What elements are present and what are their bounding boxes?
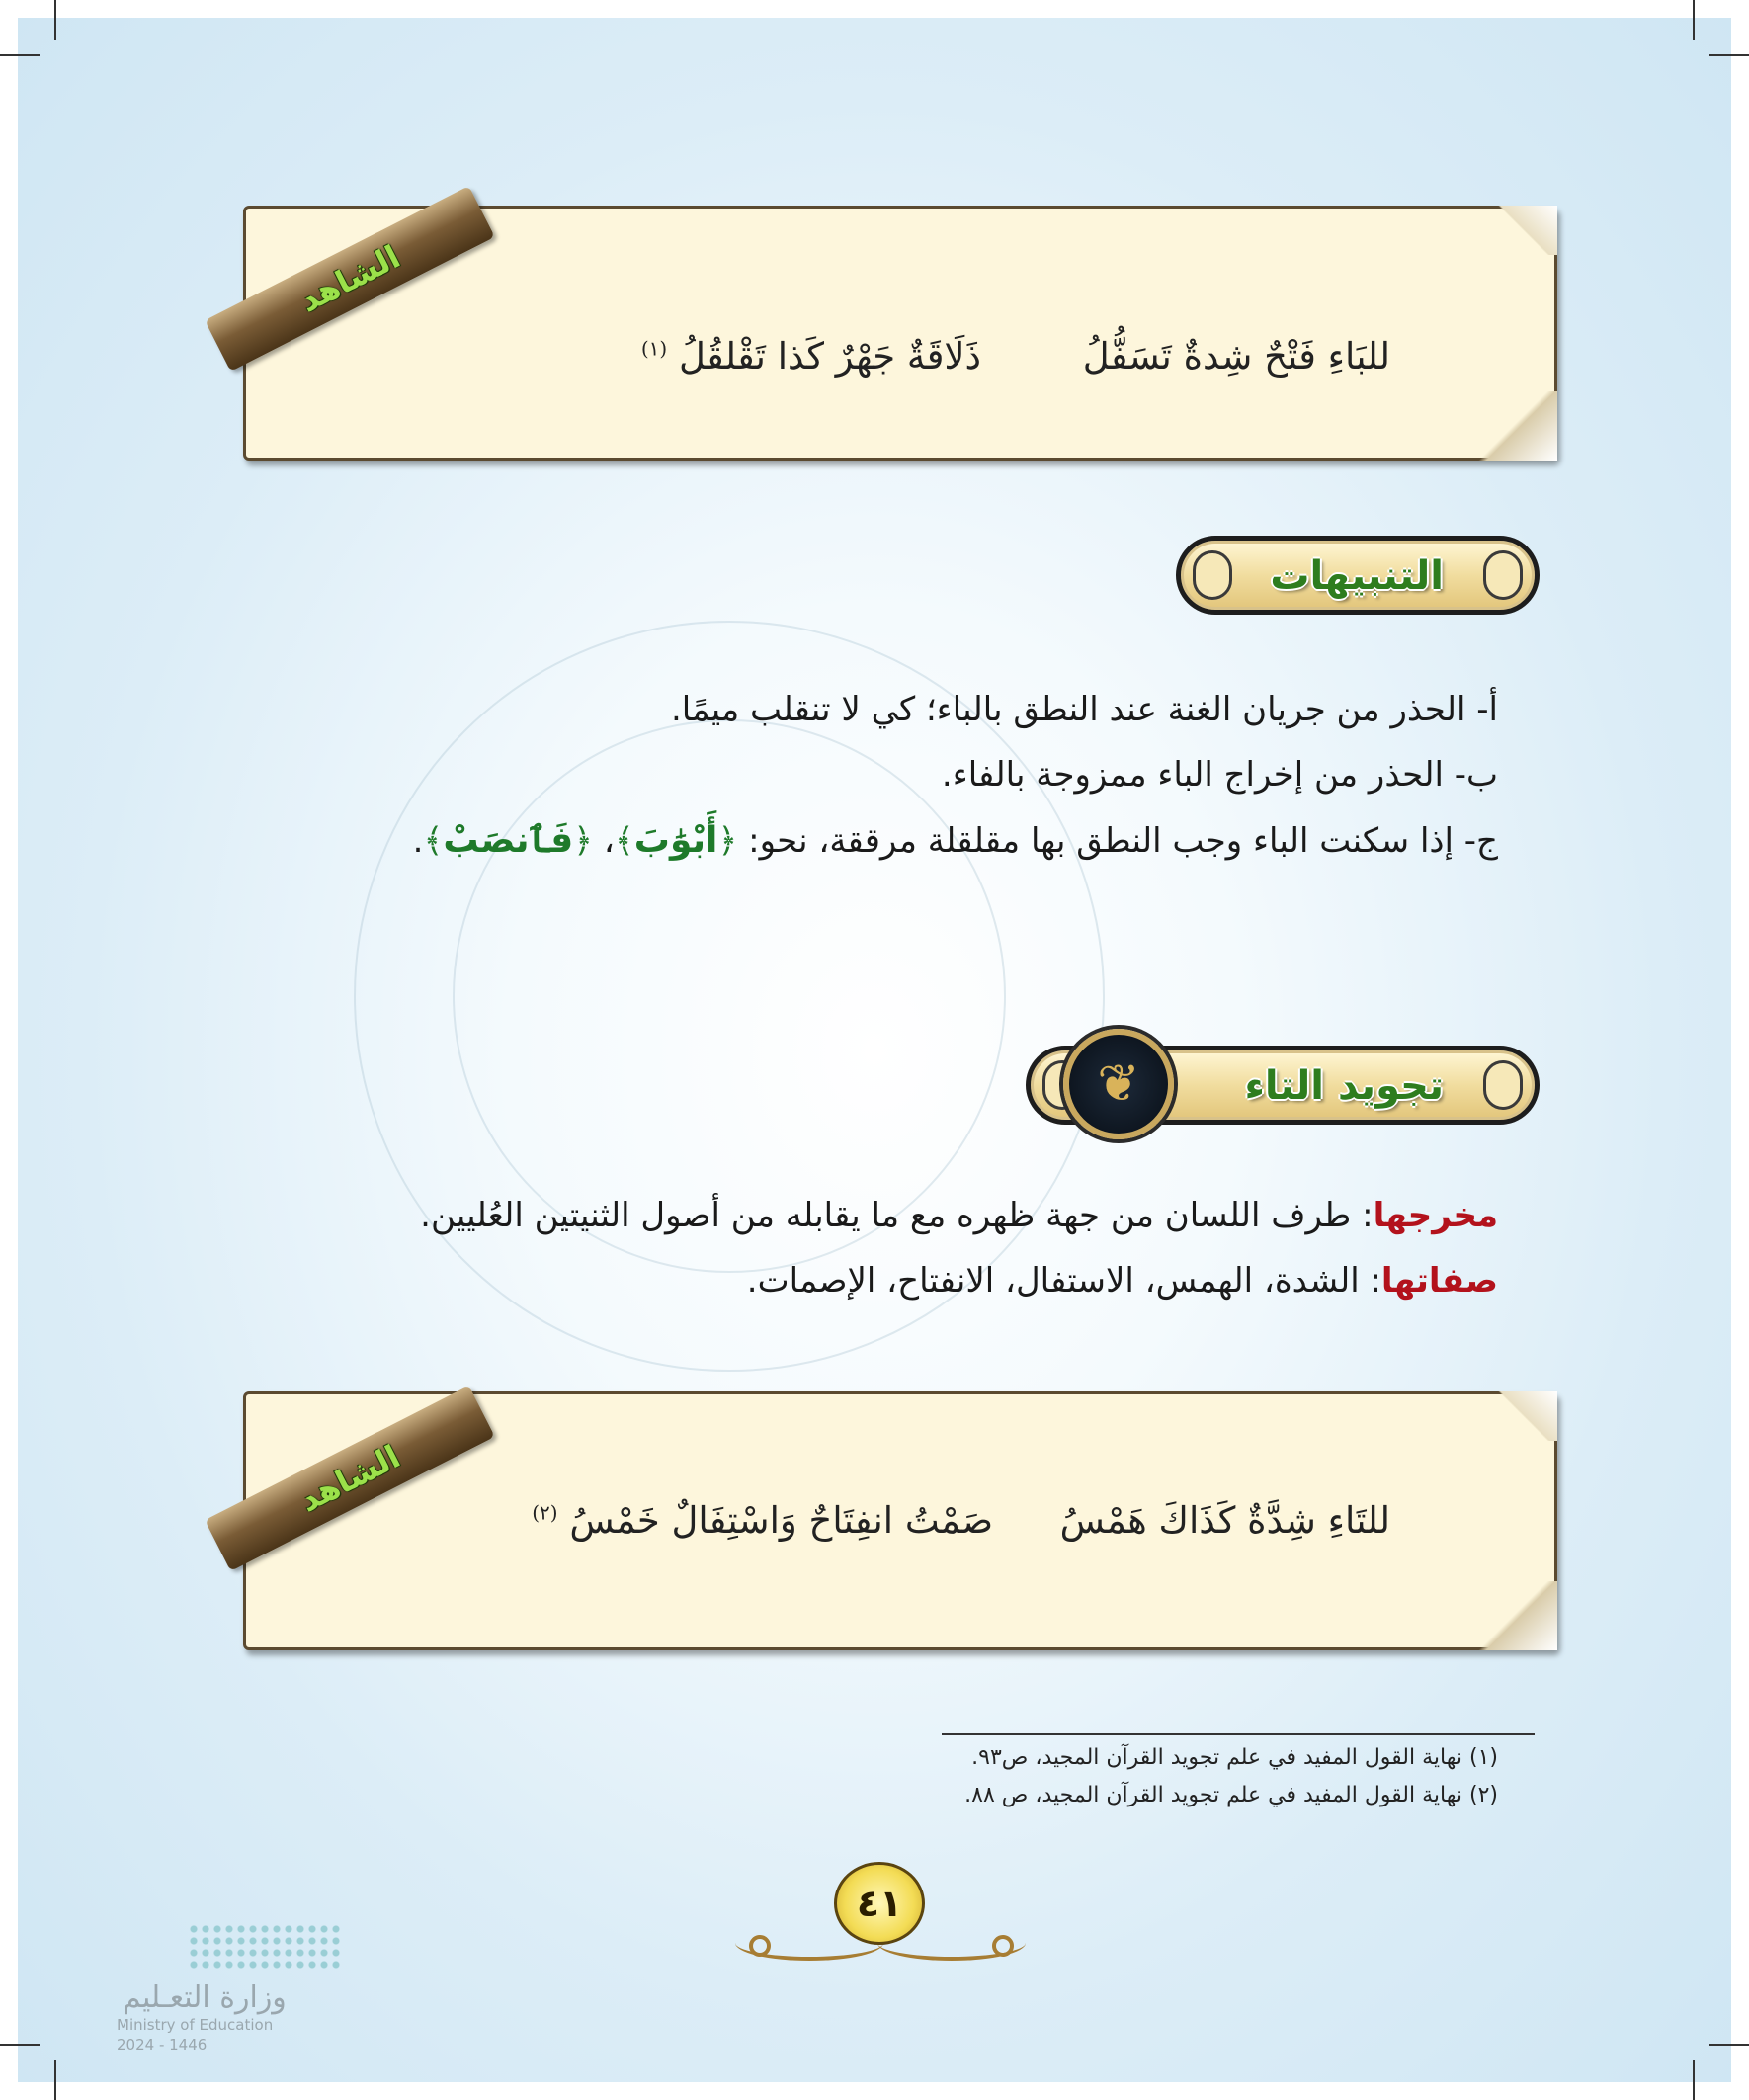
tajweed-taa-title: تجويد التاء [1244, 1063, 1444, 1109]
footnote-ref-1: (١) [640, 336, 668, 361]
verse-2-hemistich-right: للتَاءِ شِدَّةٌ كَذَاكَ هَمْسُ [1059, 1499, 1390, 1542]
tanbih-item-b: ب- الحذر من إخراج الباء ممزوجة بالفاء. [941, 755, 1498, 795]
ministry-name-ar: وزارة التعـليم [123, 1980, 287, 2015]
quran-word-abwab: أَبْوَٰبَ [633, 820, 718, 861]
crop-mark [1709, 2044, 1749, 2046]
verse-2-hemistich-left [532, 1499, 993, 1542]
crop-mark [54, 2060, 56, 2100]
page-fold-corner [1488, 206, 1557, 255]
shahid-box-1 [243, 206, 1557, 461]
flourish-dot [992, 1935, 1014, 1957]
background-ornament [453, 719, 1006, 1273]
footnote-1: (١) نهاية القول المفيد في علم تجويد القرآن المجيد، ص٩٣. [971, 1745, 1498, 1770]
verse-1-hemistich-right: للبَاءِ فَتْحٌ شِدةٌ تَسَفُّلُ [1082, 335, 1390, 378]
tanbih-item-c-text: ج- إذا سكنت الباء وجب النطق بها مقلقلة مرققة، نحو: [737, 821, 1498, 861]
crop-mark [0, 2044, 40, 2046]
crop-mark [0, 54, 40, 56]
shahid-ribbon [205, 1386, 495, 1571]
quran-bracket-close: ﴾ [614, 821, 634, 861]
verse-1-hemistich-left [641, 335, 981, 378]
textbook-page [18, 18, 1731, 2082]
page-number: ٤١ [834, 1862, 925, 1945]
footnote-divider [942, 1733, 1535, 1735]
footnote-2: (٢) نهاية القول المفيد في علم تجويد القرآن المجيد، ص ٨٨. [964, 1783, 1498, 1807]
quran-bracket-open: ﴿ [717, 821, 738, 861]
ministry-logo-icon [188, 1923, 344, 1969]
end-mark: . [412, 821, 424, 861]
header-cap-right [1483, 1060, 1523, 1110]
tanbihat-title: التنبيهات [1270, 553, 1444, 599]
crop-mark [1693, 2060, 1695, 2100]
quran-bracket-open: ﴿ [573, 821, 594, 861]
makhraj-line [420, 1196, 1498, 1235]
shahid-ribbon [205, 186, 495, 372]
makhraj-text: : طرف اللسان من جهة ظهره مع ما يقابله من أصول الثنيتين العُليين. [420, 1196, 1374, 1235]
crop-mark [1693, 0, 1695, 40]
sifat-label: صفاتها [1380, 1261, 1498, 1301]
footnote-ref-2: (٢) [532, 1500, 558, 1525]
tanbih-item-c [413, 820, 1498, 861]
verse-2-hemistich-left-text: صَمْتُ انفِتَاحٌ وَاسْتِفَالٌ خَمْسُ [569, 1499, 993, 1542]
page-curl-corner [1468, 391, 1557, 461]
page-fold-corner [1488, 1391, 1557, 1441]
header-cap-right [1483, 550, 1523, 600]
crop-mark [54, 0, 56, 40]
verse-1-hemistich-left-text: ذَلَاقَةٌ جَهْرٌ كَذا تَقْلقُلُ [678, 335, 981, 378]
crop-mark [1709, 54, 1749, 56]
tanbihat-header [1176, 536, 1540, 615]
sifat-text: : الشدة، الهمس، الاستفال، الانفتاح، الإصمات. [746, 1261, 1381, 1301]
ministry-name-en: Ministry of Education [117, 2016, 274, 2034]
header-cap-left [1193, 550, 1232, 600]
tanbih-item-a: أ- الحذر من جريان الغنة عند النطق بالباء؛ كي لا تنقلب ميمًا. [670, 690, 1498, 729]
shahid-box-2 [243, 1391, 1557, 1650]
makhraj-label: مخرجها [1373, 1196, 1498, 1235]
quran-word-fansab: فَٱنصَبْ [443, 820, 574, 861]
quran-separator: ، [593, 821, 615, 861]
sifat-line [747, 1261, 1498, 1301]
quran-bracket-close: ﴾ [423, 821, 444, 861]
vine-leaf-icon: ❦ [1063, 1029, 1174, 1139]
page-curl-corner [1468, 1581, 1557, 1650]
ministry-year: 2024 - 1446 [117, 2036, 208, 2054]
flourish-dot [749, 1935, 771, 1957]
shahid-label: الشاهد [293, 237, 406, 320]
shahid-label: الشاهد [293, 1437, 406, 1520]
